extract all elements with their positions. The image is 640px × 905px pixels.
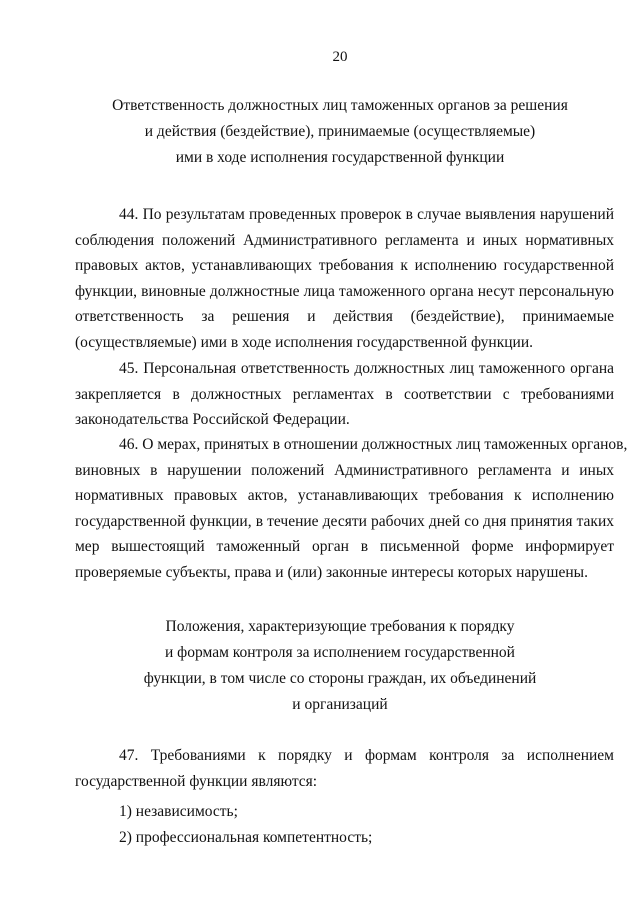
- paragraph-line: 45. Персональная ответственность должностных лиц таможенного органа: [119, 360, 614, 377]
- paragraph-line: правовых актов, устанавливающих требования к исполнению государственной: [75, 257, 614, 274]
- heading-line: и действия (бездействие), принимаемые (осуществляемые): [144, 123, 536, 140]
- paragraph-line: закрепляется в должностных регламентах в соответствии с требованиями: [75, 385, 614, 403]
- heading-line: и организаций: [292, 696, 388, 713]
- paragraph-line: законодательства Российской Федерации.: [75, 411, 350, 428]
- paragraph-44: [75, 202, 614, 355]
- paragraph-line: государственной функции являются:: [75, 772, 318, 790]
- paragraph-46: [75, 432, 628, 585]
- paragraph-line: нормативных правовых актов, устанавливающих требования к исполнению: [75, 487, 614, 504]
- paragraph-line: соблюдения положений Административного регламента и иных нормативных: [75, 231, 614, 249]
- section-heading-control: [0, 614, 640, 718]
- paragraph-line: государственной функции, в течение десяти рабочих дней со дня принятия таких: [75, 512, 614, 530]
- heading-line: Ответственность должностных лиц таможенных органов за решения: [112, 97, 568, 114]
- paragraph-line: 47. Требованиями к порядку и формам контроля за исполнением: [119, 747, 614, 764]
- heading-line: и формам контроля за исполнением государственной: [165, 644, 515, 661]
- heading-line: ими в ходе исполнения государственной функции: [175, 149, 505, 166]
- heading-line: функции, в том числе со стороны граждан, их объединений: [143, 670, 537, 687]
- paragraph-line: 44. По результатам проведенных проверок в случае выявления нарушений: [119, 206, 614, 223]
- heading-line: Положения, характеризующие требования к порядку: [165, 618, 515, 635]
- list-item: 1) независимость;: [119, 803, 238, 820]
- list-item: 2) профессиональная компетентность;: [119, 829, 373, 846]
- paragraph-line: проверяемые субъекты, права и (или) законные интересы которых нарушены.: [75, 563, 588, 581]
- paragraph-45: [75, 356, 614, 433]
- paragraph-line: 46. О мерах, принятых в отношении должностных лиц таможенных органов,: [119, 436, 628, 453]
- paragraph-47: [75, 743, 614, 794]
- page-number: 20: [332, 49, 348, 65]
- paragraph-line: ответственность за решения и действия (бездействие), принимаемые: [75, 308, 614, 325]
- paragraph-line: функции, виновные должностные лица таможенного органа несут персональную: [75, 282, 614, 300]
- section-heading-responsibility: [0, 93, 640, 171]
- paragraph-line: виновных в нарушении положений Административного регламента и иных: [75, 461, 614, 479]
- paragraph-line: (осуществляемые) ими в ходе исполнения государственной функции.: [75, 333, 533, 351]
- paragraph-line: мер вышестоящий таможенный орган в письменной форме информирует: [75, 538, 614, 555]
